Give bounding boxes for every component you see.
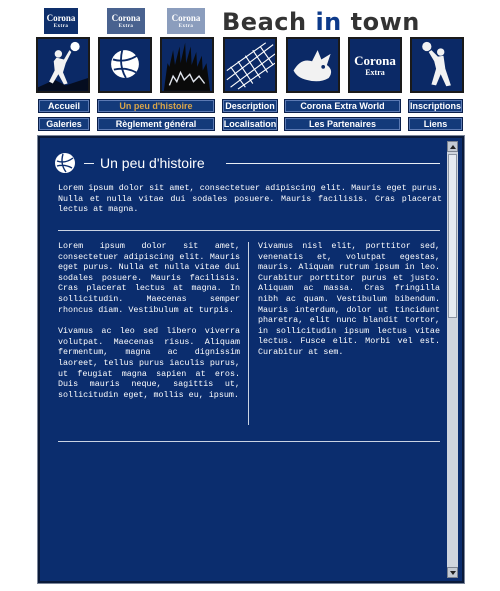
nav-liens[interactable]: Liens <box>408 117 463 131</box>
nav-galeries[interactable]: Galeries <box>38 117 90 131</box>
picture-tiles <box>36 37 466 97</box>
column-divider <box>248 242 249 425</box>
content-panel <box>38 136 464 583</box>
nav-histoire[interactable]: Un peu d'histoire <box>97 99 215 113</box>
scroll-up-button[interactable] <box>447 141 458 152</box>
spiking-player-icon <box>412 39 462 91</box>
corona-logo-faded: Corona Extra <box>107 8 145 34</box>
nav-description[interactable]: Description <box>222 99 278 113</box>
scroll-thumb[interactable] <box>448 154 457 318</box>
site-title: Beach in town <box>222 8 420 36</box>
volleyball-tile[interactable] <box>98 37 152 93</box>
net-tile[interactable] <box>223 37 277 93</box>
nav-partenaires[interactable]: Les Partenaires <box>284 117 401 131</box>
arrow-down-icon <box>450 571 456 575</box>
volleyball-player-icon <box>38 39 88 91</box>
header-dash <box>84 163 94 164</box>
crowd-tile[interactable] <box>160 37 214 93</box>
volleyball-icon <box>54 152 76 174</box>
corona-extra-tile[interactable]: Corona Extra <box>348 37 402 93</box>
divider <box>58 230 440 231</box>
corona-logo: Corona Extra <box>44 8 78 34</box>
nav-reglement[interactable]: Règlement général <box>97 117 215 131</box>
right-paragraph-1: Vivamus nisl elit, porttitor sed, venenatis et, volutpat egestas, mauris. Aliquam rutrum ipsum in leo. Curabitur porttitor purus et justo. Aliquam ac massa. Cras fringilla nibh ac quam. Vestibulum bibendum. Mauris interdum, dolor ut tincidunt pharetra, elit nunc blandit tortor, in sollicitudin ipsum lectus vitae lectus. Fusce elit. Morbi vel est. Curabitur at sem. <box>258 241 440 357</box>
nav-localisation[interactable]: Localisation <box>223 119 277 129</box>
left-column <box>58 241 240 400</box>
right-column <box>258 241 440 358</box>
dragon-tile[interactable] <box>286 37 340 93</box>
dragon-icon <box>288 39 338 91</box>
left-paragraph-2: Vivamus ac leo sed libero viverra volutpat. Maecenas risus. Aliquam fermentum, magna ac dignissim laoreet, tellus purus iaculis purus, ut feugiat magna sapien at eros. Duis mauris neque, sagittis ut, sollicitudin eget, mollis eu, ipsum. <box>58 326 240 400</box>
crowd-hands-icon <box>162 39 212 91</box>
panel-header <box>54 152 440 174</box>
arrow-up-icon <box>450 145 456 149</box>
left-paragraph-1: Lorem ipsum dolor sit amet, consectetuer adipiscing elit. Mauris eget purus. Nulla et nulla vitae dui sodales posuere. Mauris facilisis. Cras placerat lectus at magna. In sollicitudin. Maecenas semper rhoncus diam. Vestibulum at turpis. <box>58 241 240 315</box>
nav-corona-world[interactable]: Corona Extra World <box>284 99 401 113</box>
scrollbar[interactable] <box>447 141 458 578</box>
divider-bottom <box>58 441 440 442</box>
volleyball-icon <box>100 39 150 91</box>
player-spiking-tile[interactable] <box>410 37 464 93</box>
header-rule <box>226 163 440 164</box>
intro-paragraph: Lorem ipsum dolor sit amet, consectetuer adipiscing elit. Mauris eget purus. Nulla et nulla vitae dui sodales posuere. Mauris facilisis. Cras placerat lectus at magna. <box>58 183 442 215</box>
corona-logo-light: Corona Extra <box>167 8 205 34</box>
scroll-down-button[interactable] <box>447 567 458 578</box>
page-title: Un peu d'histoire <box>100 155 205 171</box>
volleyball-player-tile[interactable] <box>36 37 90 93</box>
volleyball-net-icon <box>225 39 275 91</box>
nav-inscriptions[interactable]: Inscriptions <box>409 101 461 111</box>
nav-accueil[interactable]: Accueil <box>38 99 90 113</box>
